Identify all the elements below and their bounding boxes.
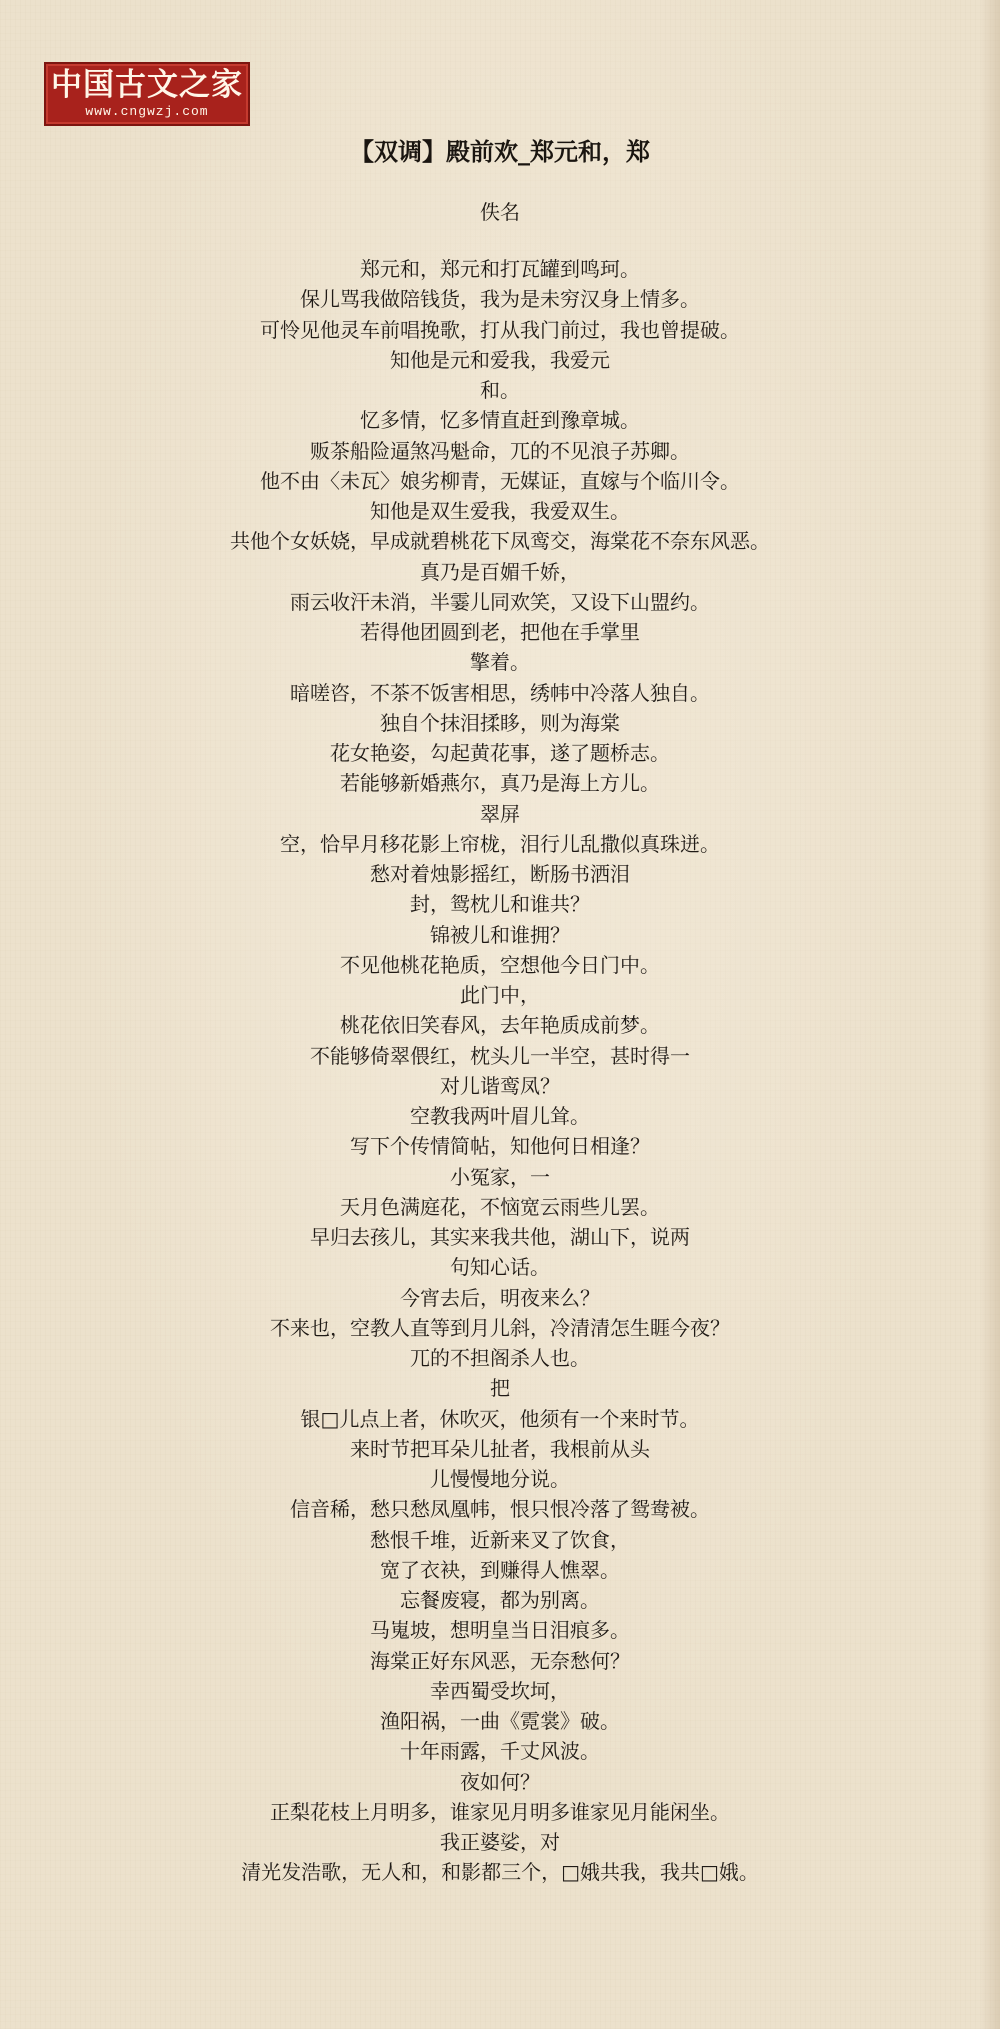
poem-line: 夜如何？ bbox=[460, 1769, 540, 1794]
poem-line: 不来也，空教人直等到月儿斜，冷清清怎生睚今夜？ bbox=[270, 1315, 730, 1340]
poem-line: 此门中， bbox=[460, 983, 540, 1007]
poem-line: 我正婆娑，对 bbox=[440, 1830, 560, 1854]
poem-title: 【双调】殿前欢_郑元和，郑 bbox=[350, 137, 650, 166]
poem-line: 不能够倚翠偎红，枕头儿一半空，甚时得一 bbox=[310, 1043, 690, 1068]
poem-line: 不见他桃花艳质，空想他今日门中。 bbox=[340, 952, 660, 977]
poem-line: 锦被儿和谁拥？ bbox=[430, 922, 570, 947]
site-logo[interactable] bbox=[44, 62, 250, 126]
poem-line: 真乃是百媚千娇， bbox=[420, 559, 580, 584]
poem-line: 若得他团圆到老，把他在手掌里 bbox=[360, 620, 640, 644]
poem-line: 银□儿点上者，休吹灭，他须有一个来时节。 bbox=[300, 1406, 700, 1431]
poem-line: 早归去孩儿，其实来我共他，湖山下，说两 bbox=[310, 1225, 690, 1249]
poem-line: 愁恨千堆，近新来叉了饮食， bbox=[370, 1527, 630, 1552]
poem-line: 翠屏 bbox=[480, 801, 520, 826]
poem-line: 愁对着烛影摇红，断肠书洒泪 bbox=[370, 862, 630, 886]
poem-line: 桃花依旧笑春风，去年艳质成前梦。 bbox=[340, 1013, 660, 1038]
poem-line: 海棠正好东风恶，无奈愁何？ bbox=[370, 1648, 630, 1673]
poem-line: 写下个传情简帖，知他何日相逢？ bbox=[350, 1134, 650, 1159]
poem-line: 信音稀，愁只愁凤凰帏，恨只恨冷落了鸳鸯被。 bbox=[290, 1497, 710, 1522]
logo-url: www.cngwzj.com bbox=[85, 104, 209, 119]
poem-line: 独自个抹泪揉眵，则为海棠 bbox=[380, 710, 620, 735]
poem-line: 来时节把耳朵儿扯者，我根前从头 bbox=[350, 1436, 650, 1461]
poem-line: 他不由〈未瓦〉娘劣柳青，无媒证，直嫁与个临川令。 bbox=[260, 468, 740, 493]
poem-line: 小冤家，一 bbox=[450, 1164, 550, 1189]
poem-line: 幸西蜀受坎坷， bbox=[430, 1678, 570, 1703]
poem-line: 空教我两叶眉儿耸。 bbox=[410, 1104, 590, 1128]
poem-line: 忆多情，忆多情直赶到豫章城。 bbox=[360, 408, 640, 433]
poem-line: 十年雨露，千丈风波。 bbox=[400, 1739, 600, 1764]
poem-line: 擎着。 bbox=[470, 650, 530, 675]
poem-line: 把 bbox=[490, 1376, 510, 1401]
poem-line: 渔阳祸，一曲《霓裳》破。 bbox=[380, 1709, 620, 1733]
poem-line: 马嵬坡，想明皇当日泪痕多。 bbox=[370, 1618, 630, 1643]
poem-body bbox=[0, 254, 1000, 1888]
poem-line: 保儿骂我做陪钱货，我为是未穷汉身上情多。 bbox=[300, 287, 700, 312]
poem-line: 兀的不担阁杀人也。 bbox=[410, 1346, 590, 1370]
logo-title: 中国古文之家 bbox=[51, 67, 243, 103]
poem-line: 对儿谐鸾凤？ bbox=[440, 1073, 560, 1098]
poem-line: 贩茶船险逼煞冯魁命，兀的不见浪子苏卿。 bbox=[310, 438, 690, 463]
poem-line: 若能够新婚燕尔，真乃是海上方儿。 bbox=[340, 771, 660, 796]
poem-line: 知他是元和爱我，我爱元 bbox=[390, 347, 610, 372]
poem-line: 儿慢慢地分说。 bbox=[430, 1467, 570, 1491]
poem-line: 今宵去后，明夜来么？ bbox=[400, 1285, 600, 1310]
poem-line: 和。 bbox=[480, 378, 520, 402]
poem-line: 天月色满庭花，不恼宽云雨些儿罢。 bbox=[340, 1194, 660, 1219]
poem-line: 空，恰早月移花影上帘栊，泪行儿乱撒似真珠迸。 bbox=[280, 831, 720, 856]
poem-line: 忘餐废寝，都为别离。 bbox=[400, 1588, 600, 1612]
poem-line: 共他个女妖娆，早成就碧桃花下凤鸾交，海棠花不奈东风恶。 bbox=[230, 529, 770, 554]
poem-line: 宽了衣袂，到赚得人憔翠。 bbox=[380, 1557, 620, 1582]
poem-line: 可怜见他灵车前唱挽歌，打从我门前过，我也曾提破。 bbox=[260, 317, 740, 342]
poem-line: 雨云收汗未消，半霎儿同欢笑，又设下山盟约。 bbox=[290, 589, 710, 614]
poem-line: 封，鸳枕儿和谁共？ bbox=[410, 892, 590, 917]
poem-line: 知他是双生爱我，我爱双生。 bbox=[370, 499, 630, 523]
poem-line: 清光发浩歌，无人和，和影都三个，□娥共我，我共□娥。 bbox=[241, 1860, 759, 1885]
poem-line: 暗嗟咨，不茶不饭害相思，绣帏中冷落人独自。 bbox=[290, 680, 710, 705]
poem-line: 花女艳姿，勾起黄花事，遂了题桥志。 bbox=[330, 741, 670, 765]
poem-line: 郑元和，郑元和打瓦罐到鸣珂。 bbox=[360, 257, 640, 281]
poem-author: 佚名 bbox=[480, 200, 520, 224]
poem-line: 正梨花枝上月明多，谁家见月明多谁家见月能闲坐。 bbox=[270, 1799, 730, 1824]
poem-line: 句知心话。 bbox=[450, 1255, 550, 1280]
